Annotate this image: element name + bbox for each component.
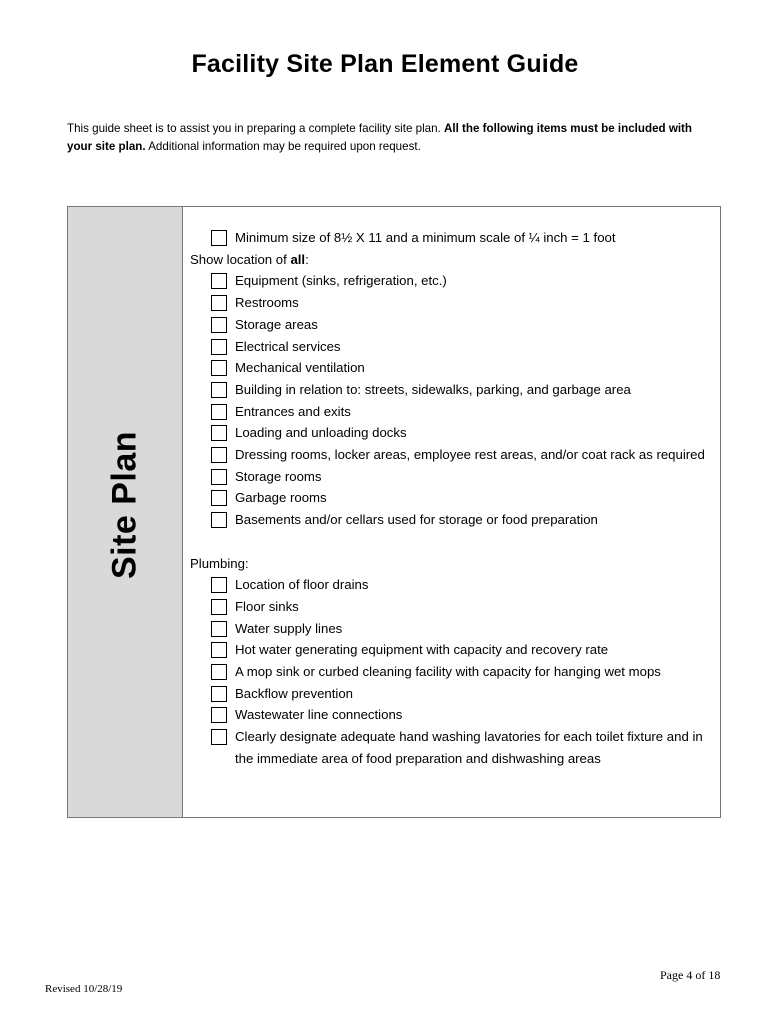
checkbox[interactable] xyxy=(211,404,227,420)
checklist xyxy=(190,227,716,770)
checklist-item xyxy=(190,379,716,401)
checkbox[interactable] xyxy=(211,447,227,463)
page-number: Page 4 of 18 xyxy=(660,968,721,982)
checklist-item xyxy=(190,270,716,292)
checkbox[interactable] xyxy=(211,230,227,246)
checkbox[interactable] xyxy=(211,599,227,615)
checklist-item-label: Floor sinks xyxy=(235,598,299,614)
checklist-item xyxy=(190,574,716,596)
intro-tail: Additional information may be required upon request. xyxy=(148,140,421,153)
checklist-item-label: Entrances and exits xyxy=(235,403,351,419)
checklist-item-label: Wastewater line connections xyxy=(235,707,403,723)
checklist-item xyxy=(190,661,716,683)
checklist-item-label: Dressing rooms, locker areas, employee rest areas, and/or coat rack as required xyxy=(235,447,705,463)
checkbox[interactable] xyxy=(211,642,227,658)
checklist-item xyxy=(190,487,716,509)
plumbing-items-list xyxy=(190,574,716,769)
section-label: Site Plan xyxy=(105,430,144,580)
checklist-item xyxy=(190,444,716,466)
checklist-item xyxy=(190,596,716,618)
checklist-item xyxy=(190,314,716,336)
checkbox[interactable] xyxy=(211,360,227,376)
plumbing-heading xyxy=(190,553,716,575)
checklist-item xyxy=(190,357,716,379)
show-location-heading xyxy=(190,249,716,271)
checklist-item xyxy=(190,726,716,769)
checklist-item-label: Loading and unloading docks xyxy=(235,425,407,441)
site-plan-table xyxy=(67,206,721,818)
checklist-item-label: Location of floor drains xyxy=(235,577,369,593)
checkbox[interactable] xyxy=(211,664,227,680)
checkbox[interactable] xyxy=(211,707,227,723)
checkbox[interactable] xyxy=(211,512,227,528)
checkbox[interactable] xyxy=(211,382,227,398)
location-items-list xyxy=(190,270,716,530)
revised-date: Revised 10/28/19 xyxy=(45,983,123,995)
section-sidebar xyxy=(68,207,183,817)
checklist-item xyxy=(190,292,716,314)
checklist-item-label: Garbage rooms xyxy=(235,490,327,506)
checkbox[interactable] xyxy=(211,621,227,637)
checklist-item-label: Hot water generating equipment with capacity and recovery rate xyxy=(235,642,609,658)
checklist-item-label: Storage areas xyxy=(235,316,318,332)
show-location-bold: all xyxy=(290,251,306,267)
checklist-item xyxy=(190,639,716,661)
checklist-item-label: Storage rooms xyxy=(235,468,322,484)
checklist-item xyxy=(190,336,716,358)
checkbox[interactable] xyxy=(211,317,227,333)
checklist-item-minimum-size xyxy=(190,227,716,249)
checkbox[interactable] xyxy=(211,295,227,311)
checklist-item-label: A mop sink or curbed cleaning facility with capacity for hanging wet mops xyxy=(235,664,661,680)
checkbox[interactable] xyxy=(211,577,227,593)
checklist-item xyxy=(190,422,716,444)
checklist-item-label: Minimum size of 8½ X 11 and a minimum scale of ¼ inch = 1 foot xyxy=(235,230,616,245)
checkbox[interactable] xyxy=(211,425,227,441)
show-location-suffix: : xyxy=(305,251,309,267)
checklist-item-label: Mechanical ventilation xyxy=(235,360,365,376)
page-title: Facility Site Plan Element Guide xyxy=(191,50,579,78)
checklist-item-label: Clearly designate adequate hand washing lavatories for each toilet fixture and in the immediate area of food preparation and dishwashing areas xyxy=(235,729,703,766)
show-location-prefix: Show location of xyxy=(190,251,291,267)
checklist-item-label: Water supply lines xyxy=(235,620,343,636)
checklist-item-label: Building in relation to: streets, sidewalks, parking, and garbage area xyxy=(235,381,631,397)
checkbox[interactable] xyxy=(211,686,227,702)
checklist-item-label: Electrical services xyxy=(235,338,341,354)
checkbox[interactable] xyxy=(211,490,227,506)
checklist-item xyxy=(190,683,716,705)
intro-lead: This guide sheet is to assist you in preparing a complete facility site plan. xyxy=(67,122,441,135)
intro-bold: All the following items must be included with your site plan. xyxy=(67,122,693,153)
checklist-item xyxy=(190,401,716,423)
checklist-item xyxy=(190,704,716,726)
checklist-item-label: Equipment (sinks, refrigeration, etc.) xyxy=(235,273,447,289)
checklist-item-label: Backflow prevention xyxy=(235,685,354,701)
checklist-item-label: Restrooms xyxy=(235,295,299,311)
plumbing-heading-label: Plumbing: xyxy=(190,555,249,571)
checkbox[interactable] xyxy=(211,339,227,355)
checklist-item xyxy=(190,466,716,488)
checkbox[interactable] xyxy=(211,729,227,745)
checkbox[interactable] xyxy=(211,273,227,289)
checkbox[interactable] xyxy=(211,469,227,485)
intro-paragraph xyxy=(67,120,717,156)
checklist-item xyxy=(190,618,716,640)
checklist-item xyxy=(190,509,716,531)
checklist-item-label: Basements and/or cellars used for storage or food preparation xyxy=(235,512,598,528)
